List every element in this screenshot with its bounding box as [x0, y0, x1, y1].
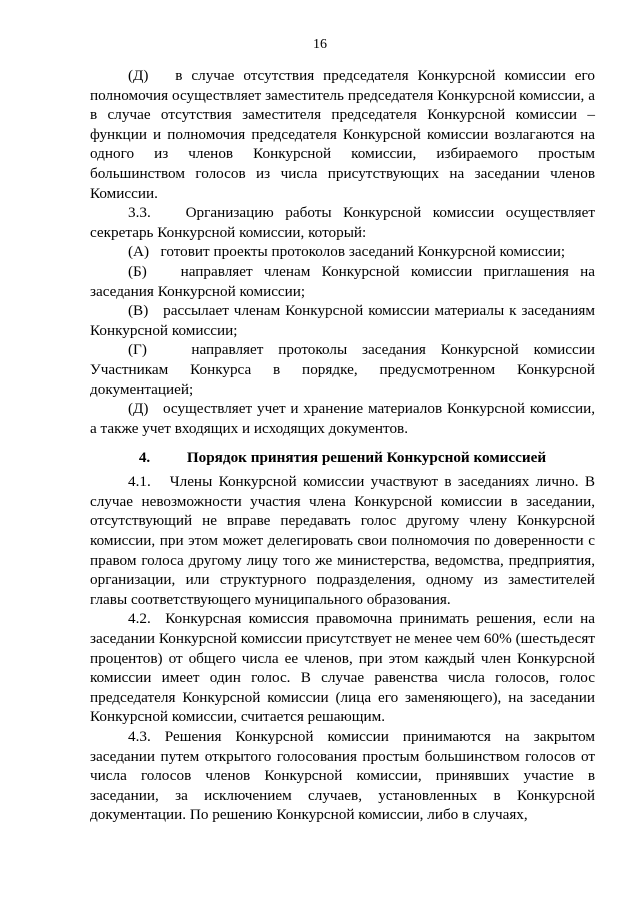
- list-item-a: (А) готовит проекты протоколов заседаний Конкурсной комиссии;: [128, 243, 566, 261]
- list-item-d: (Д) осуществляет учет и хранение материалов Конкурсной комиссии, а также учет входящих и исходящих документов.: [90, 400, 595, 437]
- page-number: 16: [313, 37, 327, 52]
- paragraph-3-3: 3.3. Организацию работы Конкурсной комиссии осуществляет секретарь Конкурсной комиссии, который:: [90, 204, 595, 241]
- section-number: 4.: [138, 449, 151, 467]
- paragraph-4-3: 4.3. Решения Конкурсной комиссии принимаются на закрытом заседании путем открытого голосования простым большинством голосов от числа голосов членов Конкурсной комиссии, принявших участие в заседании, за исключением случаев, установленных в Конкурсной документации. По решению Конкурсной комиссии, либо в случаях,: [90, 728, 595, 824]
- section-title: Порядок принятия решений Конкурсной комиссией: [186, 449, 547, 467]
- paragraph-chairman-absence: (Д) в случае отсутствия председателя Конкурсной комиссии его полномочия осуществляет заместитель председателя Конкурсной комиссии, а в случае отсутствия заместителя председателя Конкурсной комиссии – функции и полномочия председателя Конкурсной комиссии возлагаются на одного из членов Конкурсной комиссии, избираемого простым большинством голосов из числа присутствующих на заседании членов Комиссии.: [90, 67, 595, 202]
- list-item-g: (Г) направляет протоколы заседания Конкурсной комиссии Участникам Конкурса в порядке, предусмотренном Конкурсной документацией;: [90, 341, 595, 398]
- document-body: [90, 66, 595, 825]
- list-item-v: (В) рассылает членам Конкурсной комиссии материалы к заседаниям Конкурсной комиссии;: [90, 302, 595, 339]
- paragraph-4-2: 4.2. Конкурсная комиссия правомочна принимать решения, если на заседании Конкурсной комиссии присутствует не менее чем 60% (шестьдесят процентов) от общего числа ее членов, при этом каждый член Конкурсной комиссии имеет один голос. В случае равенства числа голосов, голос председателя Конкурсной комиссии (лица его заменяющего), на заседании Конкурсной комиссии, считается решающим.: [90, 610, 595, 726]
- list-item-b: (Б) направляет членам Конкурсной комиссии приглашения на заседания Конкурсной комиссии;: [90, 262, 595, 300]
- section-heading: [90, 448, 595, 468]
- paragraph-4-1: 4.1. Члены Конкурсной комиссии участвуют в заседаниях лично. В случае невозможности участия члена Конкурсной комиссии в заседании, отсутствующий не вправе передавать голос другому члену Конкурсной комиссии, при этом может делегировать свои полномочия по доверенности с правом голоса другому лицу того же министерства, ведомства, предприятия, организации, или структурного подразделения, одному из заместителей главы соответствующего муниципального образования.: [90, 473, 595, 608]
